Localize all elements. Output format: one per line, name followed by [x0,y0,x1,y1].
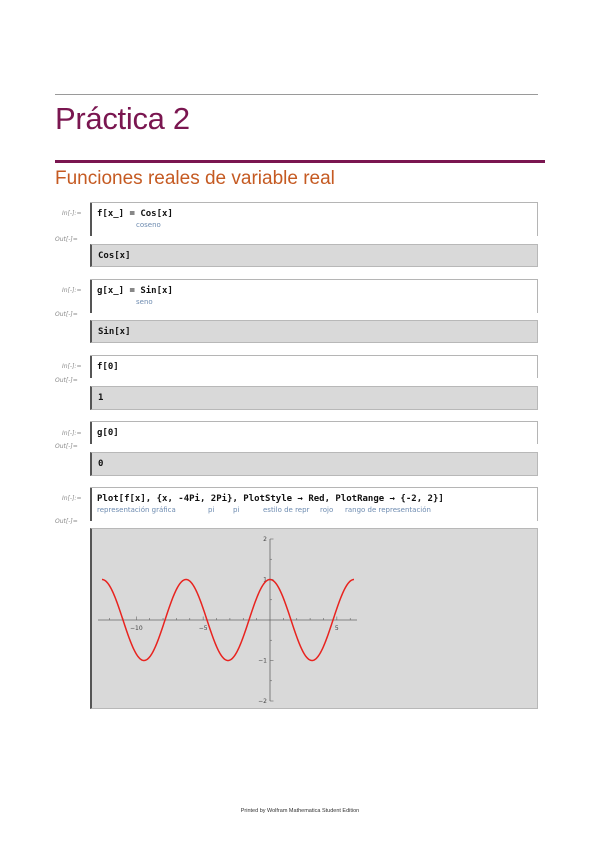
in-label: In[-]:= [62,210,82,217]
input-code: f[x_] = Cos[x] [97,209,173,219]
section-heading: Funciones reales de variable real [55,168,335,189]
out-label: Out[-]= [55,518,78,525]
output-cell-plot [90,528,538,709]
out-label: Out[-]= [55,311,78,318]
top-rule [55,94,538,95]
in-label: In[-]:= [62,287,82,294]
x-tick-label: −5 [198,625,208,632]
in-label: In[-]:= [62,363,82,370]
input-cell[interactable] [90,355,538,378]
input-code: g[x_] = Sin[x] [97,286,173,296]
output-cell [90,386,538,410]
out-label: Out[-]= [55,377,78,384]
title-underline [55,160,545,163]
output-code: Sin[x] [98,327,131,337]
hint-text: seno [136,298,153,306]
y-tick-label: −2 [258,698,267,705]
hint-red: rojo [320,506,334,514]
hint-pi-1: pi [208,506,215,514]
footer-text: Printed by Wolfram Mathematica Student Edition [240,808,360,814]
output-code: 1 [98,393,104,403]
output-cell [90,320,538,343]
in-label: In[-]:= [62,430,82,437]
output-code: Cos[x] [98,251,131,261]
hint-pi-2: pi [233,506,240,514]
input-code: Plot[f[x], {x, -4Pi, 2Pi}, PlotStyle → Red, PlotRange → {-2, 2}] [97,494,444,504]
hint-plotstyle: estilo de repr [263,506,310,514]
input-cell[interactable] [90,421,538,444]
hint-text: coseno [136,221,161,229]
hint-plotrange: rango de representación [345,506,431,514]
input-cell[interactable] [90,202,538,236]
y-tick-label: −1 [258,657,267,665]
y-tick-label: 1 [263,576,267,584]
output-cell [90,452,538,476]
input-code: f[0] [97,362,119,372]
input-cell[interactable] [90,279,538,313]
x-tick-label: −10 [129,625,143,632]
cosine-plot [92,529,536,708]
input-cell[interactable] [90,487,538,521]
output-code: 0 [98,459,104,469]
hint-plot: representación gráfica [97,506,176,514]
input-code: g[0] [97,428,119,438]
in-label: In[-]:= [62,495,82,502]
output-cell [90,244,538,267]
out-label: Out[-]= [55,443,78,450]
out-label: Out[-]= [55,236,78,243]
page-title: Práctica 2 [55,101,190,136]
x-tick-label: 5 [334,625,339,632]
y-tick-label: 2 [263,536,267,543]
